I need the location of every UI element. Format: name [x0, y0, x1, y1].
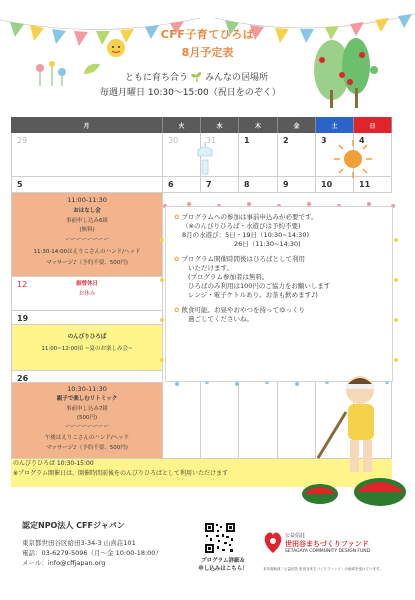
schedule-text: 毎週月曜日 10:30〜15:00（祝日をのぞく）: [100, 88, 281, 98]
weekday-wed: 水: [201, 117, 239, 133]
flower-bullet-icon: ✿: [174, 255, 182, 263]
day-cell: 7: [201, 177, 239, 193]
notice-box: ✿ プログラムへの参加は事前申込みが必要です。 （※のんびりひろば・水遊びは予約不要) 8月の水遊び：5日・19日（10:30~14:30) 26日（11:30~14:30) ✿ プログラム開催時間後はひろばとして利用 いただけます。 (プログラム参加者は無料。 ひろばのみ利用は100円のご協力をお願いします レンジ・電子ケトルあり。お茶も飲めます♪) ✿ 飲食可能。お昼やおやつを持ってゆっくり 過ごしてくださいね。: [165, 206, 393, 382]
day-cell: 29: [11, 133, 163, 177]
fund-name: 世田谷まちづくりファンド: [285, 540, 369, 548]
fund-logo-icon: [262, 528, 284, 556]
weekday-sun: 日: [354, 117, 392, 133]
weekday-thu: 木: [239, 117, 278, 133]
notice-line: ✿ 飲食可能。お昼やおやつを持ってゆっくり: [174, 306, 305, 314]
event-cell-aug5: 11:00-11:30 おはなし会 事前申し込み6組 (無料) ーーーーーーーー 11:30-14:00はえりこさんのハンド/ヘッド マッサージ♪（予約不要、500円): [11, 193, 163, 277]
notice-line: ✿ プログラムへの参加は事前申込みが必要です。: [174, 213, 318, 221]
page-subtitle-month: 8月予定表: [181, 46, 234, 59]
qr-code-icon[interactable]: [204, 522, 236, 554]
contact-info: 東京都世田谷区給田3-34-3 山喜荘101 電話：03-6279-5096（月〜金 10:00-18:00） メール：info@cffjapan.org: [22, 539, 162, 567]
fund-label: 公益信託: [285, 533, 306, 539]
day-cell: 10: [316, 177, 354, 193]
page-title: CFF子育てひろば: [160, 28, 255, 41]
event-cell-aug12: 12 振替休日 お休み: [11, 277, 163, 311]
child-watermelon-illustration: [300, 368, 412, 508]
day-cell: 26: [11, 371, 163, 383]
organization-name: 認定NPO法人 CFFジャパン: [22, 521, 125, 530]
leaf-icon: [82, 60, 102, 76]
notice-line: ✿ プログラム開催時間後はひろばとして利用: [174, 255, 305, 263]
wind-chime-icon: [195, 142, 215, 182]
open-space-info: のんびりひろば 10:30-15:00 ※プログラム開催日は、開催時間前後をのんびりひろばとして利用いただけます: [11, 459, 392, 487]
qr-caption: プログラム詳細＆ 申し込みはこちら！: [198, 558, 248, 572]
weekday-fri: 金: [278, 117, 316, 133]
weekday-tue: 火: [163, 117, 201, 133]
fund-note: 本年度助成「公益信託 世田谷まちづくりファンド」の助成を受けています。: [263, 567, 383, 571]
flower-bullet-icon: ✿: [174, 306, 182, 314]
day-cell: 5: [11, 177, 163, 193]
weekday-mon: 月: [11, 117, 163, 133]
fund-name-english: SETAGAYA COMMUNITY DESIGN FUND: [285, 549, 371, 554]
sprout-icon: 🌱: [190, 73, 203, 83]
tagline: ともに育ち合う 🌱 みんなの居場所: [125, 73, 268, 83]
day-cell: 31: [201, 133, 239, 177]
event-cell-aug19: のんびりひろば 11:00~12:00頃 ~夏のお楽しみ会~: [11, 325, 163, 371]
sun-icon: [332, 138, 374, 180]
day-cell: 3: [316, 133, 354, 177]
day-cell: 30: [163, 133, 201, 177]
event-cell-aug26: 10:30-11:30 親子で楽しむリトミック 事前申し込み7組 (500円) ーーーーーーーー 午後はえりこさんのハンド/ヘッド マッサージ♪（予約不要、500円): [11, 383, 163, 459]
flower-bullet-icon: ✿: [174, 213, 182, 221]
day-cell: 2: [278, 133, 316, 177]
day-cell: 9: [278, 177, 316, 193]
day-cell: 8: [239, 177, 278, 193]
day-cell: 4: [354, 133, 392, 177]
flower-decoration: [30, 56, 80, 90]
day-cell: 11: [354, 177, 392, 193]
weekday-sat: 土: [316, 117, 354, 133]
day-cell: 1: [239, 133, 278, 177]
day-cell: 19: [11, 311, 163, 325]
day-cell: 6: [163, 177, 201, 193]
